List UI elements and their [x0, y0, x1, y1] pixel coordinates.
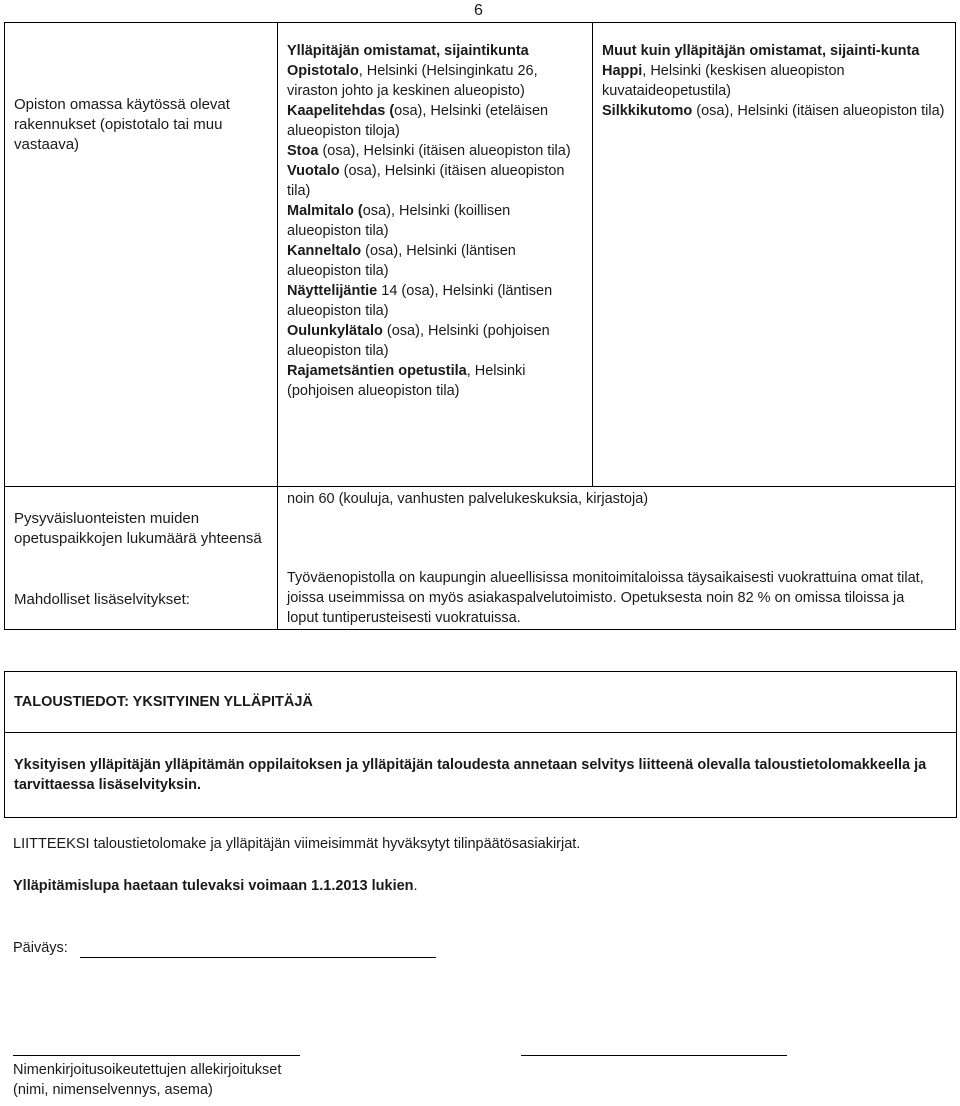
- owned-buildings-list: [287, 61, 587, 401]
- date-input-line[interactable]: [80, 957, 436, 958]
- signature-line-1[interactable]: [13, 1055, 300, 1056]
- table-divider: [277, 23, 278, 630]
- building-entry: [287, 281, 587, 321]
- table-divider: [5, 486, 956, 487]
- building-entry: [602, 101, 950, 121]
- facilities-table: [4, 22, 956, 630]
- building-detail: , Helsinki (Helsinginkatu 26, viraston johto ja keskinen alueopisto): [287, 63, 538, 99]
- building-entry: [287, 201, 587, 241]
- building-detail: osa), Helsinki (eteläisen alueopiston tiloja): [287, 103, 549, 139]
- additional-label: Mahdolliset lisäselvitykset:: [14, 591, 190, 608]
- building-name: Rajametsäntien opetustila: [287, 363, 467, 379]
- building-name: Oulunkylätalo: [287, 323, 383, 339]
- building-detail: , Helsinki (pohjoisen alueopiston tila): [287, 363, 526, 399]
- owned-header: Ylläpitäjän omistamat, sijaintikunta: [287, 43, 529, 59]
- building-name: Kanneltalo: [287, 243, 362, 259]
- building-entry: [287, 101, 587, 141]
- attachments-text: LIITTEEKSI taloustietolomake ja ylläpitäjän viimeisimmät hyväksytyt tilinpäätösasiakirjat.: [13, 836, 581, 852]
- building-entry: [287, 61, 587, 101]
- building-detail: (osa), Helsinki (pohjoisen alueopiston tila): [287, 323, 550, 359]
- other-header: Muut kuin ylläpitäjän omistamat, sijainti-kunta: [602, 43, 920, 59]
- additional-text: Työväenopistolla on kaupungin alueellisissa monitoimitaloissa täysaikaisesti vuokrattuina omat tilat, joissa useimmissa on myös asiakaspalvelutoimisto. Opetuksesta noin 82 % on omissa tiloissa ja loput tuntiperusteisesti vuokratuissa.: [287, 570, 924, 626]
- signature-caption-line2: (nimi, nimenselvennys, asema): [13, 1082, 213, 1098]
- table-divider: [592, 23, 593, 486]
- building-name: Happi: [602, 63, 643, 79]
- building-name: Malmitalo (: [287, 203, 363, 219]
- building-entry: [287, 321, 587, 361]
- building-detail: , Helsinki (keskisen alueopiston kuvataideopetustila): [602, 63, 845, 99]
- finance-title-box: [4, 671, 957, 733]
- building-entry: [287, 361, 587, 401]
- building-entry: [602, 61, 950, 101]
- building-entry: [287, 141, 587, 161]
- building-detail: osa), Helsinki (koillisen alueopiston tila): [287, 203, 511, 239]
- building-name: Näyttelijäntie: [287, 283, 378, 299]
- other-buildings-list: [602, 61, 950, 121]
- building-name: Silkkikutomo: [602, 103, 693, 119]
- building-name: Vuotalo: [287, 163, 340, 179]
- license-bold: Ylläpitämislupa haetaan tulevaksi voimaan 1.1.2013 lukien: [13, 878, 414, 894]
- license-text: [13, 878, 418, 894]
- building-detail: (osa), Helsinki (itäisen alueopiston tila): [692, 103, 945, 119]
- building-name: Kaapelitehdas (: [287, 103, 395, 119]
- signature-caption-line1: Nimenkirjoitusoikeutettujen allekirjoitukset: [13, 1062, 282, 1078]
- date-label: Päiväys:: [13, 940, 68, 956]
- building-entry: [287, 241, 587, 281]
- building-name: Stoa: [287, 143, 319, 159]
- building-detail: (osa), Helsinki (itäisen alueopiston tila): [287, 163, 565, 199]
- finance-text-box: [4, 732, 957, 818]
- facilities-left-label: Opiston omassa käytössä olevat rakennukset (opistotalo tai muu vastaava): [14, 96, 230, 153]
- teaching-places-value: noin 60 (kouluja, vanhusten palvelukeskuksia, kirjastoja): [287, 491, 649, 507]
- signature-line-2[interactable]: [521, 1055, 787, 1056]
- teaching-places-label: Pysyväisluonteisten muiden opetuspaikkojen lukumäärä yhteensä: [14, 510, 262, 547]
- finance-title: TALOUSTIEDOT: YKSITYINEN YLLÄPITÄJÄ: [14, 694, 313, 710]
- page-number: 6: [474, 2, 483, 19]
- building-name: Opistotalo: [287, 63, 359, 79]
- building-entry: [287, 161, 587, 201]
- license-end: .: [413, 878, 418, 894]
- building-detail: (osa), Helsinki (itäisen alueopiston tila): [318, 143, 571, 159]
- finance-text: Yksityisen ylläpitäjän ylläpitämän oppilaitoksen ja ylläpitäjän taloudesta annetaan selvitys liitteenä olevalla taloustietolomakkeella ja tarvittaessa lisäselvityksin.: [14, 757, 927, 793]
- building-detail: (osa), Helsinki (läntisen alueopiston tila): [287, 243, 516, 279]
- building-detail: 14 (osa), Helsinki (läntisen alueopiston tila): [287, 283, 553, 319]
- signature-caption: [13, 1060, 281, 1100]
